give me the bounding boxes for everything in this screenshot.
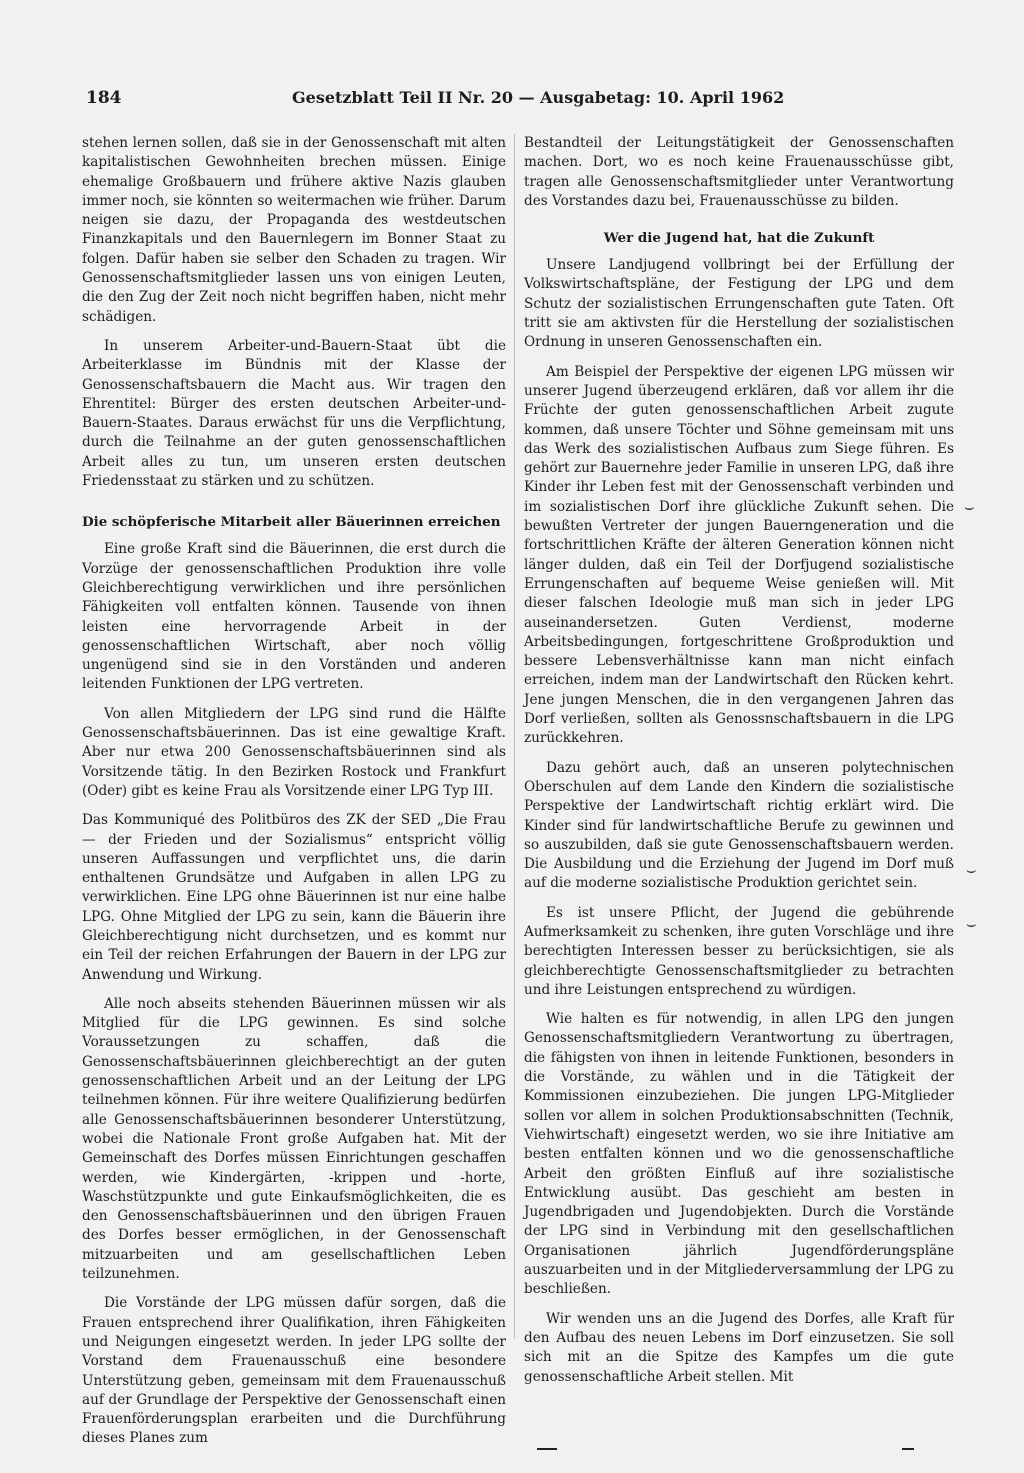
paragraph: Die Vorstände der LPG müssen dafür sorgen, daß die Frauen entsprechend ihrer Qualifikation, ihren Fähigkeiten und Neigungen eingesetzt werden. In jeder LPG sollte der Vorstand dem Frauenausschuß eine besondere Unterstützung geben, gemeinsam mit dem Frauenausschuß auf der Grundlage der Perspektive der Genossenschaft einen Frauenförderungsplan erarbeiten und die Durchführung dieses Planes zum	[82, 1295, 506, 1447]
paragraph: Alle noch abseits stehenden Bäuerinnen müssen wir als Mitglied für die LPG gewinnen. Es sind solche Voraussetzungen zu schaffen, daß die Genossenschaftsbäuerinnen gleichberechtigt an der guten genossenschaftlichen Arbeit und an der Leitung der LPG teilnehmen können. Für ihre weitere Qualifizierung bedürfen alle Genossenschaftsbäuerinnen besonderer Unterstützung, wobei die Nationale Front große Aufgaben hat. Mit der Gemeinschaft des Dorfes müssen Einrichtungen geschaffen werden, wie Kindergärten, -krippen und -horte, Waschstützpunkte und gute Einkaufsmöglichkeiten, die es den Genossenschaftsbäuerinnen und den übrigen Frauen des Dorfes besser ermöglichen, in der Genossenschaft mitzuarbeiten und am gesellschaftlichen Leben teilzunehmen.	[82, 995, 506, 1283]
left-column	[82, 134, 506, 1459]
paragraph: Dazu gehört auch, daß an unseren polytechnischen Oberschulen auf dem Lande den Kindern die sozialistische Perspektive der Landwirtschaft richtig erklärt wird. Die Kinder sind für landwirtschaftliche Berufe zu gewinnen und so auszubilden, daß sie gute Genossenschaftsbauern werden. Die Ausbildung und die Erziehung der Jugend im Dorf muß auf die moderne sozialistische Produktion gerichtet sein.	[524, 759, 954, 892]
column-divider	[514, 134, 515, 1339]
page-number: 184	[86, 88, 122, 108]
paragraph: Das Kommuniqué des Politbüros des ZK der SED „Die Frau — der Frieden und der Sozialismus“ entspricht völlig unseren Auffassungen und verpflichtet uns, die darin enthaltenen Grundsätze und Aufgaben in allen LPG zu verwirklichen. Eine LPG ohne Bäuerinnen ist nur eine halbe LPG. Ohne Mitglied der LPG zu sein, kann die Bäuerin ihre Gleichberechtigung nicht durchsetzen, und es kommt nur ein Teil der reichen Erfahrungen der Bauern in der LPG zur Anwendung und Wirkung.	[82, 812, 506, 983]
paragraph: Es ist unsere Pflicht, der Jugend die gebührende Aufmerksamkeit zu schenken, ihre guten Vorschläge und ihre berechtigten Interessen besser zu berücksichtigen, sie als gleichberechtigte Genossenschaftsmitglieder zu betrachten und ihre Leistungen entsprechend zu würdigen.	[524, 904, 954, 998]
margin-mark-icon: ⌣	[964, 497, 975, 516]
paragraph: Von allen Mitgliedern der LPG sind rund die Hälfte Genossenschaftsbäuerinnen. Das ist eine gewaltige Kraft. Aber nur etwa 200 Genossenschaftsbäuerinnen sind als Vorsitzende tätig. In den Bezirken Rostock und Frankfurt (Oder) gibt es keine Frau als Vorsitzende einer LPG Typ III.	[82, 705, 506, 799]
paragraph: Unsere Landjugend vollbringt bei der Erfüllung der Volkswirtschaftspläne, der Festigung der LPG und dem Schutz der sozialistischen Errungenschaften gute Taten. Oft tritt sie am aktivsten für die Herstellung der sozialistischen Ordnung in unseren Genossenschaften ein.	[524, 257, 954, 351]
right-column	[524, 134, 954, 1397]
section-heading-jugend: Wer die Jugend hat, hat die Zukunft	[603, 230, 875, 247]
paragraph: stehen lernen sollen, daß sie in der Genossenschaft mit alten kapitalistischen Gewohnheiten brechen müssen. Einige ehemalige Großbauern und frühere aktive Nazis glauben immer noch, sie könnten so weitermachen wie früher. Darum neigen sie dazu, der Propaganda des westdeutschen Finanzkapitals und den Bauernlegern im Bonner Staat zu folgen. Dafür haben sie selber den Schaden zu tragen. Wir Genossenschaftsmitglieder lassen uns von einigen Leuten, die den Zug der Zeit noch nicht begriffen haben, nicht mehr schädigen.	[82, 135, 506, 325]
paragraph: Am Beispiel der Perspektive der eigenen LPG müssen wir unserer Jugend überzeugend erklären, daß vor allem ihr die Früchte der guten genossenschaftlichen Arbeit zugute kommen, daß unsere Töchter und Söhne gemeinsam mit uns das Werk des sozialistischen Aufbaus zum Siege führen. Es gehört zur Bauernehre jeder Familie in unseren LPG, daß ihre Kinder ihr Leben fest mit der Genossenschaft verbinden und im sozialistischen Dorf ihre glückliche Zukunft sehen. Die bewußten Vertreter der jungen Bauerngeneration und die fortschrittlichen Kräfte der älteren Generation können nicht länger dulden, daß ein Teil der Dorfjugend sozialistische Errungenschaften auf bequeme Weise genießen will. Mit dieser falschen Ideologie muß man sich in jeder LPG auseinandersetzen. Guten Verdienst, moderne Arbeitsbedingungen, fortgeschrittene Großproduktion und bessere Lebensverhältnisse kann man nicht einfach erreichen, indem man der Landwirtschaft den Rücken kehrt. Jene jungen Menschen, die in den vergangenen Jahren das Dorf verließen, sollten als Genossnschaftsbauern in die LPG zurückkehren.	[524, 363, 954, 747]
paragraph: In unserem Arbeiter-und-Bauern-Staat übt die Arbeiterklasse im Bündnis mit der Klasse der Genossenschaftsbauern die Macht aus. Wir tragen den Ehrentitel: Bürger des ersten deutschen Arbeiter-und-Bauern-Staates. Daraus erwächst für uns die Verpflichtung, durch die Teilnahme an der guten genossenschaftlichen Arbeit alles zu tun, um unseren ersten deutschen Friedensstaat zu stärken und zu schützen.	[82, 337, 506, 490]
paragraph: Wir wenden uns an die Jugend des Dorfes, alle Kraft für den Aufbau des neuen Lebens im Dorf einzusetzen. Sie soll sich mit an die Spitze des Kampfes um die gute genossenschaftliche Arbeit stellen. Mit	[524, 1310, 954, 1385]
margin-mark-icon: ⌣	[966, 914, 977, 933]
running-title: Gesetzblatt Teil II Nr. 20 — Ausgabetag: 10. April 1962	[292, 88, 785, 107]
paragraph: Bestandteil der Leitungstätigkeit der Genossenschaften machen. Dort, wo es noch keine Frauenausschüsse gibt, tragen alle Genossenschaftsmitglieder unter Verantwortung des Vorstandes dazu bei, Frauenausschüsse zu bilden.	[524, 135, 954, 209]
page-header	[86, 88, 954, 112]
paragraph: Wie halten es für notwendig, in allen LPG den jungen Genossenschaftsmitgliedern Verantwortung zu übertragen, die fähigsten von ihnen in leitende Funktionen, besonders in die Vorstände, zu wählen und in die Tätigkeit der Kommissionen einzubeziehen. Die jungen LPG-Mitglieder sollen vor allem in solchen Produktionsabschnitten (Technik, Viehwirtschaft) eingesetzt werden, wo sie ihre Initiative am besten entfalten können und wo die genossenschaftliche Arbeit den größten Einfluß auf ihre sozialistische Entwicklung ausübt. Das geschieht am besten in Jugendbrigaden und Jugendobjekten. Durch die Vorstände der LPG sind in Verbindung mit den gesellschaftlichen Organisationen jährlich Jugendförderungspläne auszuarbeiten und in der Mitgliederversammlung der LPG zu beschließen.	[524, 1011, 954, 1298]
paragraph: Eine große Kraft sind die Bäuerinnen, die erst durch die Vorzüge der genossenschaftlichen Produktion ihre volle Gleichberechtigung verwirklichen und ihre persönlichen Fähigkeiten voll entfalten können. Tausende von ihnen leisten eine hervorragende Arbeit in der genossenschaftlichen Wirtschaft, aber noch völlig ungenügend sind sie in den Vorständen und anderen leitenden Funktionen der LPG vertreten.	[82, 541, 506, 693]
footer-dash	[902, 1448, 914, 1450]
footer-dash	[537, 1448, 557, 1450]
section-heading-baeuerinnen: Die schöpferische Mitarbeit aller Bäuerinnen erreichen	[82, 514, 501, 531]
margin-mark-icon: ⌣	[966, 860, 977, 879]
